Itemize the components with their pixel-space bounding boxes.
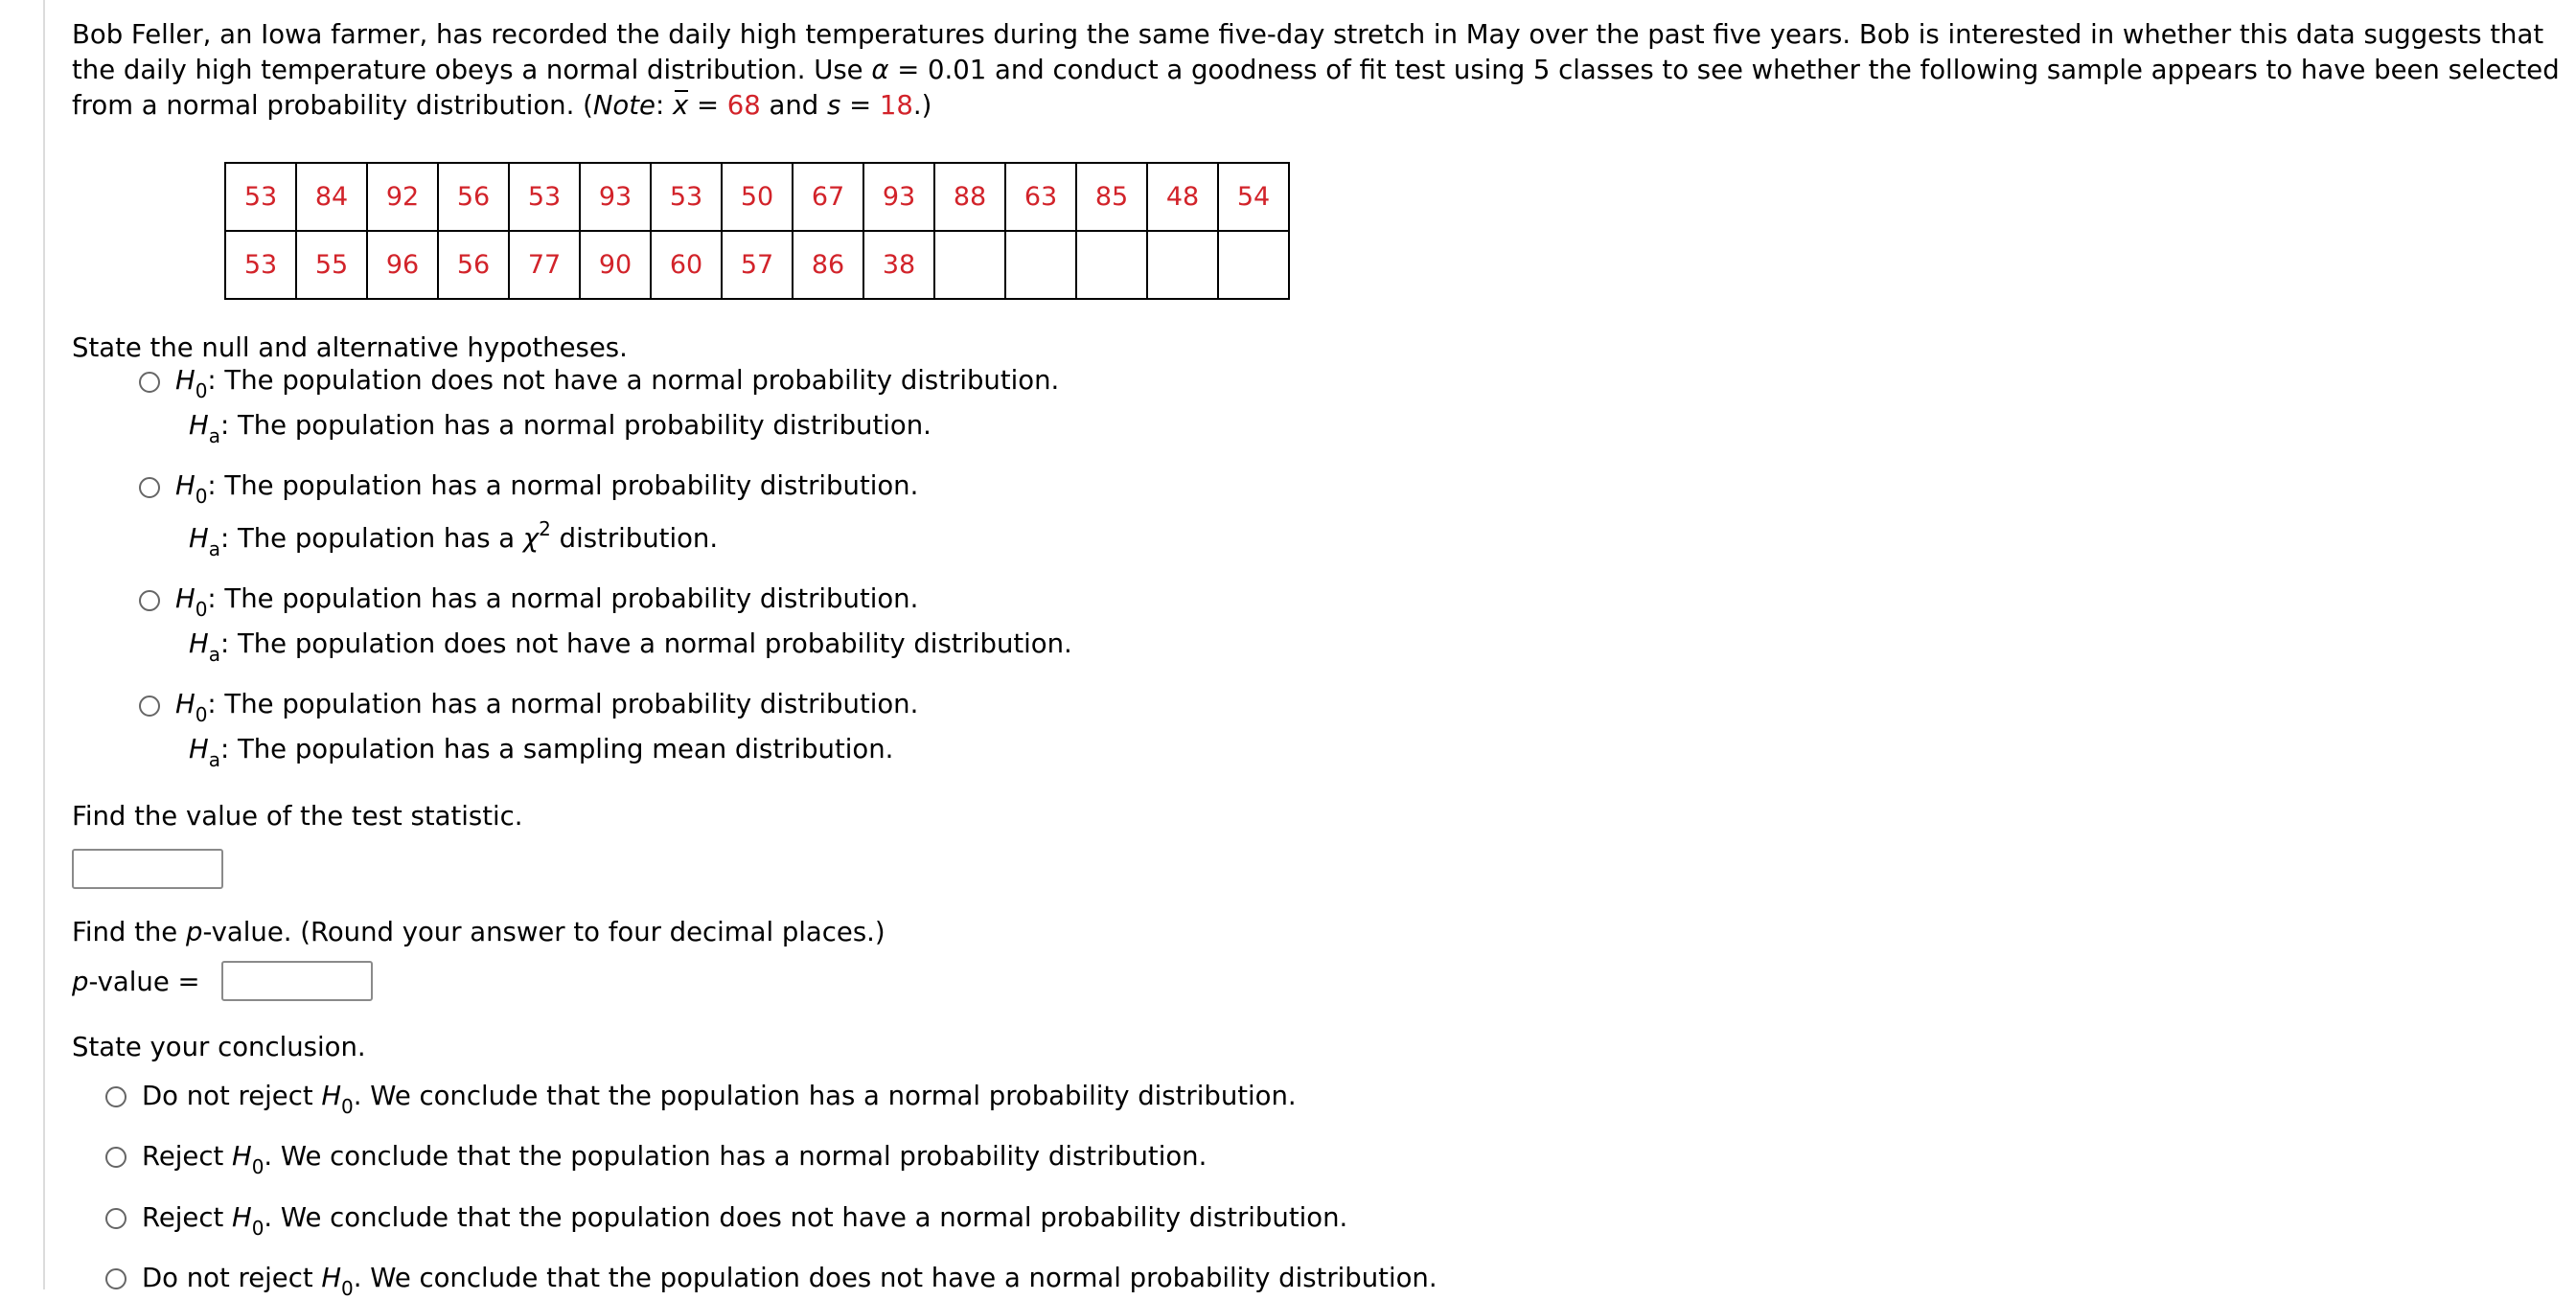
problem-statement: Bob Feller, an Iowa farmer, has recorded the daily high temperatures during the same five-day stretch in May over the past five years. Bob is interested in whether this data suggests that the daily high temperature obeys a normal distribution. Use α = 0.01 and conduct a goodness of fit test using 5 classes to see whether the following sample appears to have been selected from a normal probability distribution. (Note: x = 68 and s = 18.) <box>72 17 2564 124</box>
hypotheses-options: $H_0$: The population does not have a normal probability distribution. $H_a$: The population has a normal probability distribution. $H_0$: The population has a normal probability distribution. $H_a$: The population has a $\chi^2$ distribution. $H_0$: The population has a normal probability distribution. $H_a$: The population does not have a normal probability distribution. $H_0$: The population has a normal probability distribution. $H_a$: The population has a sampling mean distribution. <box>72 365 2554 787</box>
sample-mean-value: 68 <box>726 90 761 121</box>
table-row <box>225 231 1289 299</box>
chi-symbol: χ <box>522 523 540 554</box>
data-cell: 54 <box>1218 163 1289 231</box>
p-value-input[interactable] <box>221 961 373 1001</box>
radio-button[interactable] <box>105 1086 126 1107</box>
data-cell: 56 <box>438 163 509 231</box>
radio-button[interactable] <box>105 1147 126 1168</box>
empty-cell <box>1005 231 1076 299</box>
radio-button[interactable] <box>139 372 160 393</box>
radio-button[interactable] <box>139 590 160 611</box>
data-cell: 63 <box>1005 163 1076 231</box>
p-value-label: p-value = <box>72 967 200 997</box>
data-cell: 53 <box>509 163 580 231</box>
data-cell: 55 <box>296 231 367 299</box>
data-cell: 92 <box>367 163 438 231</box>
data-cell: 90 <box>580 231 651 299</box>
data-cell: 50 <box>722 163 793 231</box>
data-cell: 84 <box>296 163 367 231</box>
data-cell: 93 <box>863 163 934 231</box>
intro-text-2: = 0.01 and conduct a goodness of fit test using 5 classes to see whether the following sample appears to have been selected from a normal probability distribution. ( <box>72 55 2560 121</box>
data-cell: 67 <box>793 163 863 231</box>
alpha-symbol: α <box>871 55 889 85</box>
data-cell: 48 <box>1147 163 1218 231</box>
s-symbol: s <box>827 90 841 121</box>
note-word: Note <box>592 90 656 121</box>
data-cell: 85 <box>1076 163 1147 231</box>
empty-cell <box>1218 231 1289 299</box>
data-cell: 93 <box>580 163 651 231</box>
radio-button[interactable] <box>139 696 160 717</box>
p-value-prompt: Find the p-value. (Round your answer to four decimal places.) <box>72 917 886 947</box>
data-cell: 88 <box>934 163 1005 231</box>
data-cell: 53 <box>225 163 296 231</box>
radio-button[interactable] <box>105 1208 126 1229</box>
empty-cell <box>1147 231 1218 299</box>
intro-text: Bob Feller, an Iowa farmer, has recorded the daily high temperatures during the same five-day stretch in May over the past five years. Bob is interested in whether this data suggests that the daily high temperature obeys a normal distribution. Use <box>72 19 2544 85</box>
sample-data-table <box>224 162 1290 300</box>
radio-button[interactable] <box>105 1268 126 1289</box>
data-cell: 77 <box>509 231 580 299</box>
conclusion-prompt: State your conclusion. <box>72 1032 366 1062</box>
data-cell: 86 <box>793 231 863 299</box>
data-cell: 96 <box>367 231 438 299</box>
data-cell: 60 <box>651 231 722 299</box>
data-cell: 38 <box>863 231 934 299</box>
data-cell: 53 <box>651 163 722 231</box>
table-row <box>225 163 1289 231</box>
radio-button[interactable] <box>139 477 160 498</box>
test-statistic-input[interactable] <box>72 849 223 889</box>
question-panel: Bob Feller, an Iowa farmer, has recorded the daily high temperatures during the same five-day stretch in May over the past five years. Bob is interested in whether this data suggests that the daily high temperature obeys a normal distribution. Use α = 0.01 and conduct a goodness of fit test using 5 classes to see whether the following sample appears to have been selected from a normal probability distribution. (Note: x = 68 and s = 18.) 53 84 92 56 53 93 53 50 67 93 88 63 85 48 54 53 55 96 56 77 90 60 57 86 38 State the null and alternative hypotheses. $H_0$: The population does not have a normal probability distribution. $H_a$: The population has a normal probability distribution. $H_0$: The population has a normal probability distribution. $H_a$: The population has a $\chi^2$ distribution. $H_0$: The population has a normal probability distribution. $H_a$: The population does not have a normal probability distribution. $H_0$: The population has a normal probability distribution. $H_a$: The population has a sampling mean distribution. Find the value of the test statistic. Find the p-value. (Round your answer to four decimal places.) p-value = State your conclusion. Do not reject $H_0$. We conclude that the population has a normal probability distribution. Reject $H_0$. We conclude that the population has a normal probability distribution. Reject $H_0$. We conclude that the population does not have a normal probability distribution. Do not reject $H_0$. We conclude that the population does not have a normal probability distribution. <box>43 0 2554 1289</box>
test-statistic-prompt: Find the value of the test statistic. <box>72 801 523 832</box>
data-cell: 57 <box>722 231 793 299</box>
empty-cell <box>934 231 1005 299</box>
data-cell: 53 <box>225 231 296 299</box>
xbar-symbol: x <box>673 88 688 124</box>
empty-cell <box>1076 231 1147 299</box>
data-cell: 56 <box>438 231 509 299</box>
hypotheses-prompt: State the null and alternative hypotheses. <box>72 332 628 363</box>
sample-sd-value: 18 <box>879 90 913 121</box>
